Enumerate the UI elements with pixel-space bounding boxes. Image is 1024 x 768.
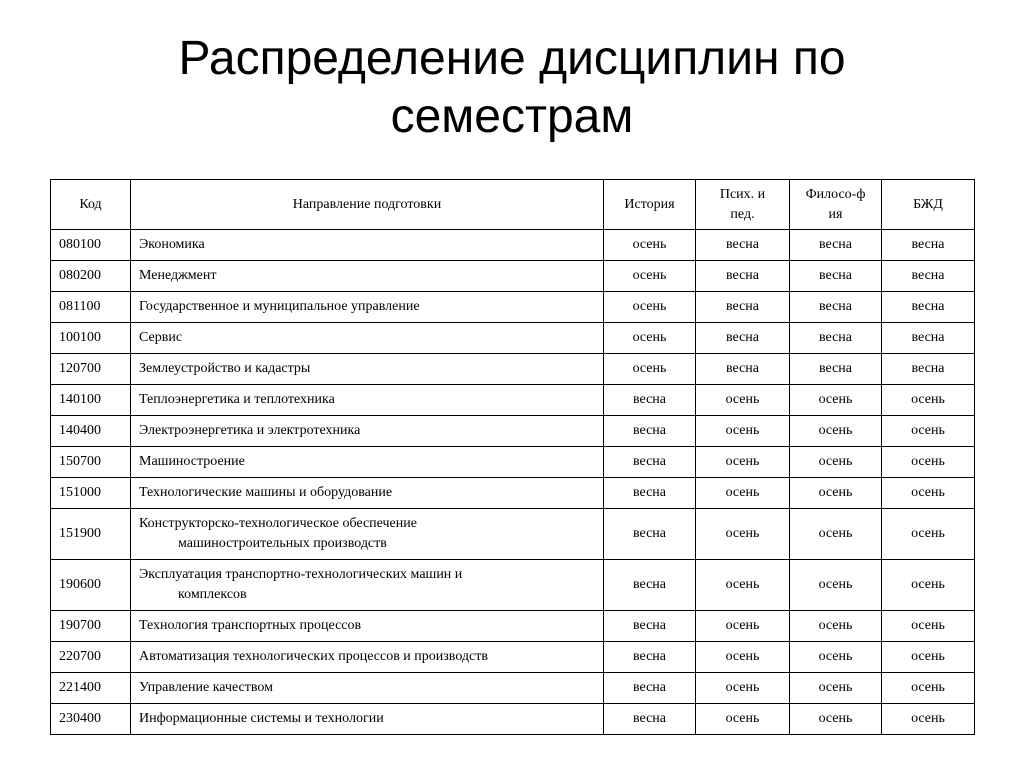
cell-code: 150700 [51,447,131,478]
cell-philosophy: осень [790,560,882,611]
cell-direction [131,509,604,560]
direction-line-1: Машиностроение [139,454,245,469]
direction-line-1: Технология транспортных процессов [139,618,362,633]
cell-direction [131,478,604,509]
table-header-row [51,180,975,230]
table-row [51,704,975,735]
cell-direction [131,292,604,323]
header-code: Код [51,180,131,230]
cell-psych: осень [696,385,790,416]
cell-code: 190700 [51,611,131,642]
cell-bzhd: весна [882,292,975,323]
table-row [51,642,975,673]
cell-bzhd: осень [882,478,975,509]
cell-psych: осень [696,447,790,478]
cell-history: осень [604,354,696,385]
header-philosophy [790,180,882,230]
table-row [51,416,975,447]
direction-line-2: комплексов [178,587,247,602]
cell-history: весна [604,642,696,673]
direction-line-1: Экономика [139,237,205,252]
cell-code: 151900 [51,509,131,560]
cell-code: 120700 [51,354,131,385]
cell-history: весна [604,447,696,478]
cell-direction [131,385,604,416]
direction-line-2: машиностроительных производств [178,536,387,551]
table-row [51,611,975,642]
cell-psych: осень [696,642,790,673]
cell-philosophy: осень [790,704,882,735]
cell-philosophy: осень [790,611,882,642]
cell-code: 151000 [51,478,131,509]
table-row [51,509,975,560]
cell-psych: осень [696,611,790,642]
cell-history: осень [604,323,696,354]
cell-direction [131,261,604,292]
cell-philosophy: осень [790,478,882,509]
table-row [51,292,975,323]
title-line-1: Распределение дисциплин по [178,32,846,85]
page-title [0,30,1024,146]
cell-direction [131,354,604,385]
cell-philosophy: осень [790,673,882,704]
header-psych-label: Псих. и пед. [719,186,766,222]
cell-direction [131,704,604,735]
cell-psych: осень [696,509,790,560]
cell-direction [131,673,604,704]
cell-code: 081100 [51,292,131,323]
direction-line-1: Землеустройство и кадастры [139,361,311,376]
direction-line-1: Эксплуатация транспортно-технологических машин и [139,567,463,582]
cell-direction [131,230,604,261]
cell-history: весна [604,560,696,611]
cell-direction [131,560,604,611]
cell-philosophy: весна [790,354,882,385]
table-row [51,447,975,478]
header-history: История [604,180,696,230]
cell-psych: осень [696,478,790,509]
direction-line-1: Управление качеством [139,680,273,695]
table-row [51,478,975,509]
table-row [51,673,975,704]
cell-code: 100100 [51,323,131,354]
direction-line-1: Электроэнергетика и электротехника [139,423,361,438]
cell-code: 140100 [51,385,131,416]
cell-psych: весна [696,230,790,261]
cell-psych: осень [696,704,790,735]
cell-bzhd: осень [882,704,975,735]
cell-bzhd: осень [882,447,975,478]
cell-code: 080200 [51,261,131,292]
cell-philosophy: весна [790,261,882,292]
title-line-2: семестрам [390,90,634,143]
header-philosophy-label: Филосо-фия [805,186,866,222]
table-row [51,230,975,261]
cell-bzhd: весна [882,261,975,292]
cell-philosophy: осень [790,447,882,478]
direction-line-1: Информационные системы и технологии [139,711,384,726]
cell-history: весна [604,385,696,416]
cell-bzhd: весна [882,354,975,385]
direction-line-1: Государственное и муниципальное управление [139,299,420,314]
header-psych [696,180,790,230]
table-row [51,323,975,354]
cell-psych: весна [696,292,790,323]
cell-bzhd: осень [882,611,975,642]
cell-history: весна [604,416,696,447]
cell-bzhd: осень [882,673,975,704]
cell-history: весна [604,509,696,560]
cell-bzhd: осень [882,416,975,447]
cell-philosophy: осень [790,509,882,560]
cell-bzhd: осень [882,385,975,416]
table-row [51,261,975,292]
cell-code: 190600 [51,560,131,611]
cell-history: осень [604,292,696,323]
direction-line-1: Технологические машины и оборудование [139,485,393,500]
distribution-table [50,179,975,735]
cell-code: 140400 [51,416,131,447]
cell-direction [131,642,604,673]
cell-psych: весна [696,261,790,292]
cell-direction [131,447,604,478]
cell-direction [131,323,604,354]
cell-history: весна [604,611,696,642]
cell-direction [131,611,604,642]
cell-philosophy: весна [790,230,882,261]
cell-code: 221400 [51,673,131,704]
direction-line-1: Конструкторско-технологическое обеспечение [139,516,417,531]
cell-psych: весна [696,354,790,385]
cell-code: 080100 [51,230,131,261]
cell-bzhd: весна [882,230,975,261]
cell-psych: осень [696,560,790,611]
cell-philosophy: осень [790,416,882,447]
cell-history: осень [604,230,696,261]
cell-code: 220700 [51,642,131,673]
cell-code: 230400 [51,704,131,735]
header-bzhd: БЖД [882,180,975,230]
direction-line-1: Сервис [139,330,183,345]
direction-line-1: Автоматизация технологических процессов и производств [139,649,488,664]
header-direction: Направление подготовки [131,180,604,230]
cell-history: осень [604,261,696,292]
cell-history: весна [604,704,696,735]
direction-line-1: Менеджмент [139,268,217,283]
cell-philosophy: весна [790,292,882,323]
cell-bzhd: осень [882,642,975,673]
cell-philosophy: весна [790,323,882,354]
cell-philosophy: осень [790,385,882,416]
cell-history: весна [604,478,696,509]
cell-bzhd: весна [882,323,975,354]
cell-bzhd: осень [882,560,975,611]
table-row [51,385,975,416]
cell-psych: осень [696,673,790,704]
table-row [51,560,975,611]
cell-bzhd: осень [882,509,975,560]
table-row [51,354,975,385]
cell-direction [131,416,604,447]
direction-line-1: Теплоэнергетика и теплотехника [139,392,335,407]
cell-psych: весна [696,323,790,354]
cell-philosophy: осень [790,642,882,673]
cell-history: весна [604,673,696,704]
cell-psych: осень [696,416,790,447]
table-body [51,230,975,735]
